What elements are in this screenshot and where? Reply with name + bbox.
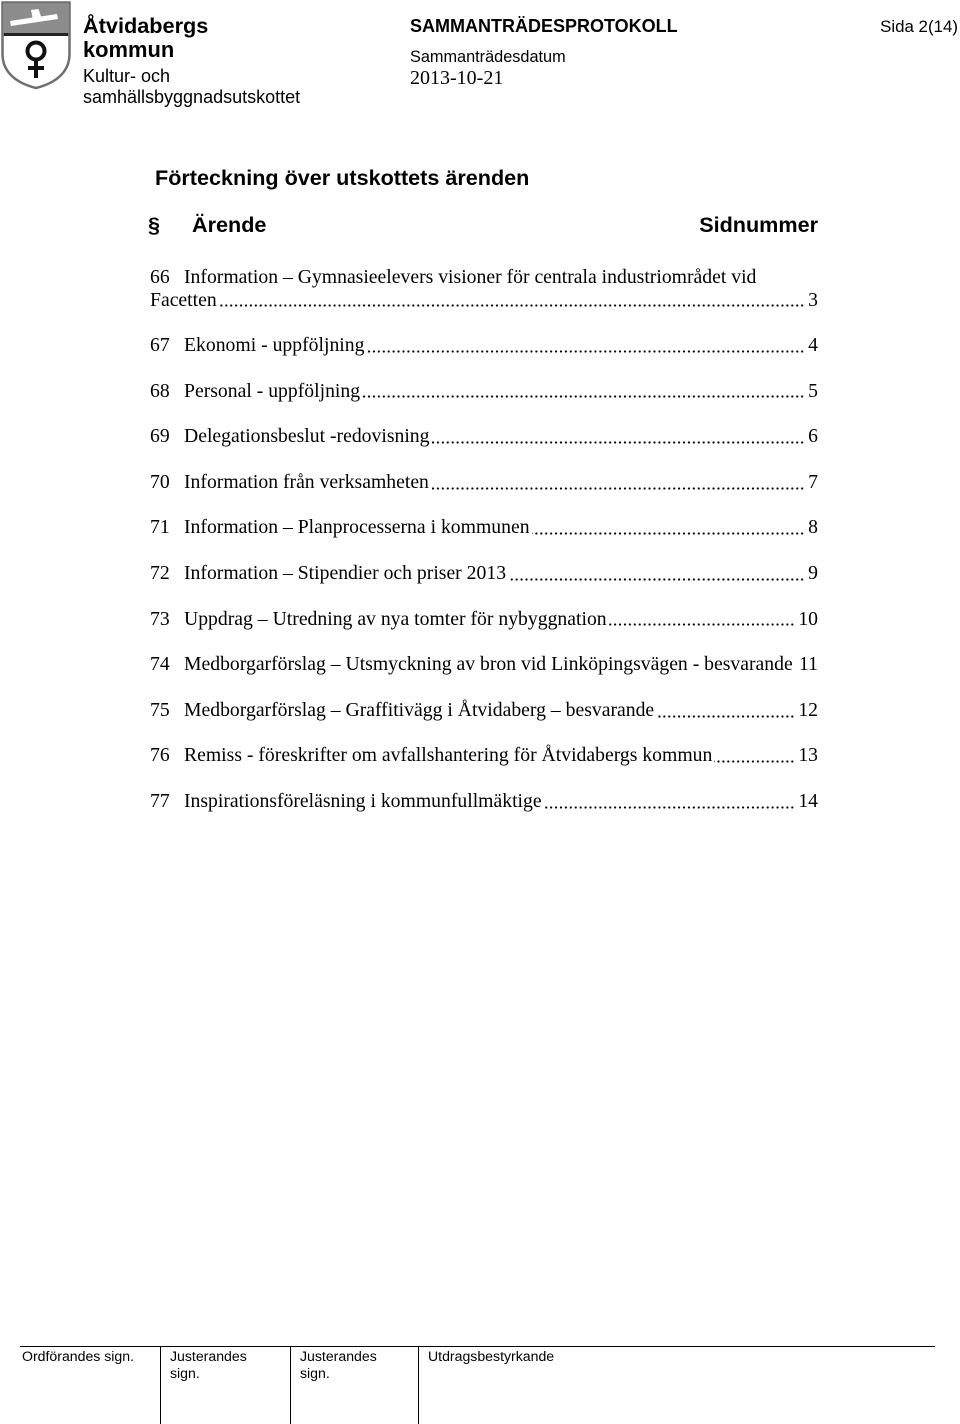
entry-number: 68 (150, 380, 184, 403)
toc-entry (150, 562, 818, 585)
entry-page: 7 (804, 471, 818, 494)
toc-entry (150, 699, 818, 722)
municipality-suffix: kommun (83, 37, 175, 62)
toc-entry (150, 380, 818, 403)
entry-title: Inspirationsföreläsning i kommunfullmäktige (184, 790, 542, 813)
entry-number: 77 (150, 790, 184, 813)
adjuster-signature-label: Justerandes sign. (300, 1347, 377, 1381)
entry-number: 67 (150, 334, 184, 357)
meeting-date-label: Sammanträdesdatum (410, 47, 566, 66)
toc-entry (150, 744, 818, 767)
entry-page: 12 (794, 699, 818, 722)
entry-page: 9 (804, 562, 818, 585)
committee-name-line-2: samhällsbyggnadsutskottet (83, 86, 301, 107)
toc-entry (150, 266, 818, 312)
toc-entry (150, 653, 818, 676)
entry-page: 3 (804, 289, 818, 312)
footer-divider (160, 1346, 161, 1424)
entry-title: Information – Stipendier och priser 2013 (184, 562, 507, 585)
entry-title: Medborgarförslag – Utsmyckning av bron vid Linköpingsvägen - besvarande (184, 653, 793, 676)
entry-title: Information – Gymnasieelevers visioner för centrala industriområdet vid Facetten (150, 265, 757, 311)
entry-page: 6 (804, 425, 818, 448)
page-indicator: Sida 2(14) (880, 16, 958, 36)
toc-entry (150, 608, 818, 631)
committee-name-line-1: Kultur- och (83, 65, 171, 86)
footer-divider (290, 1346, 291, 1424)
toc-column-page: Sidnummer (699, 211, 818, 237)
toc-column-section: § (148, 211, 161, 237)
coat-of-arms-icon (0, 0, 72, 90)
document-type-title: SAMMANTRÄDESPROTOKOLL (410, 15, 678, 36)
entry-title: Remiss - föreskrifter om avfallshantering för Åtvidabergs kommun (184, 744, 713, 767)
entry-page: 11 (795, 653, 818, 676)
toc-entry (150, 790, 818, 813)
entry-number: 73 (150, 608, 184, 631)
entry-page: 14 (794, 790, 818, 813)
entry-title: Information – Planprocesserna i kommunen (184, 516, 530, 539)
meeting-date-value: 2013-10-21 (410, 67, 504, 89)
entry-title: Ekonomi - uppföljning (184, 334, 365, 357)
entry-page: 10 (794, 608, 818, 631)
entry-title: Uppdrag – Utredning av nya tomter för nybyggnation (184, 607, 607, 630)
municipality-name: Åtvidabergs (83, 13, 209, 38)
toc-entry (150, 516, 818, 539)
toc-list (150, 266, 818, 836)
entry-number: 66 (150, 266, 184, 289)
entry-number: 75 (150, 699, 184, 722)
toc-entry (150, 334, 818, 357)
entry-title: Medborgarförslag – Graffitivägg i Åtvidaberg – besvarande (184, 698, 655, 721)
toc-entry (150, 471, 818, 494)
chair-signature-label: Ordförandes sign. (22, 1347, 135, 1364)
extract-certification-label: Utdragsbestyrkande (428, 1347, 555, 1364)
entry-title: Information från verksamheten (184, 470, 429, 493)
entry-number: 74 (150, 653, 184, 676)
entry-page: 5 (804, 380, 818, 403)
toc-heading: Förteckning över utskottets ärenden (155, 164, 530, 190)
entry-page: 4 (804, 334, 818, 357)
entry-title: Delegationsbeslut -redovisning (184, 425, 430, 448)
entry-page: 13 (794, 744, 818, 767)
toc-column-matter: Ärende (192, 211, 267, 237)
entry-page: 8 (804, 516, 818, 539)
entry-number: 71 (150, 516, 184, 539)
toc-entry (150, 425, 818, 448)
entry-title: Personal - uppföljning (184, 379, 361, 402)
footer-divider (418, 1346, 419, 1424)
entry-number: 76 (150, 744, 184, 767)
entry-number: 70 (150, 471, 184, 494)
entry-number: 72 (150, 562, 184, 585)
entry-number: 69 (150, 425, 184, 448)
adjuster-signature-label: Justerandes sign. (170, 1347, 247, 1381)
